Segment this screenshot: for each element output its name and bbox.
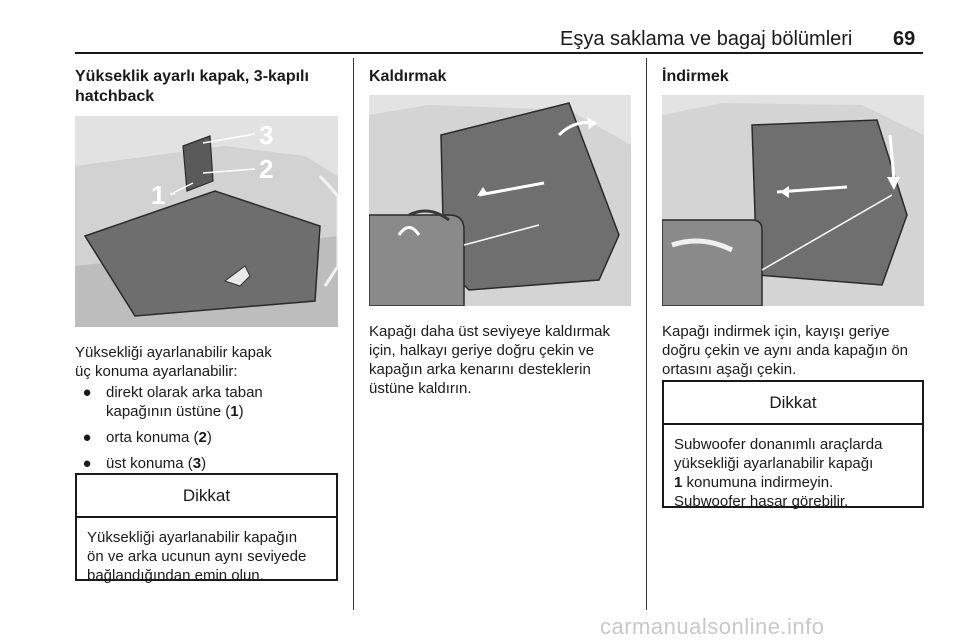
watermark-text: carmanualsonline.info [600, 614, 825, 639]
section-heading: Yükseklik ayarlı kapak, 3-kapılı hatchback [75, 68, 309, 105]
callout-number: 1 [151, 180, 166, 210]
bullet-list [80, 383, 340, 473]
caution-box [75, 473, 338, 584]
caution-title: Dikkat [664, 382, 922, 425]
list-item: ● orta konuma (2) [80, 428, 340, 447]
caution-box [662, 380, 924, 508]
header-rule [75, 52, 923, 54]
page-number: 69 [893, 28, 916, 50]
bullet-icon: ● [82, 384, 92, 401]
column-divider [646, 58, 647, 610]
raising-instructions: Kapağı daha üst seviyeye kaldırmak için, halkayı geriye doğru çekin ve kapağın arka kenarını desteklerin üstüne kaldırın. [369, 323, 610, 397]
section-heading: Kaldırmak [369, 68, 447, 85]
bullet-icon: ● [82, 429, 92, 446]
figure-raising-shelf [369, 95, 631, 306]
shelf-positions-illustration [75, 116, 338, 327]
lowering-shelf-illustration [662, 95, 924, 306]
intro-paragraph: Yüksekliği ayarlanabilir kapak üç konuma ayarlanabilir: [75, 344, 272, 380]
figure-shelf-positions [75, 116, 338, 327]
list-item: ● direkt olarak arka taban kapağının üstüne (1) [80, 383, 340, 421]
callout-number: 3 [259, 120, 274, 150]
bullet-icon: ● [82, 455, 92, 472]
figure-lowering-shelf [662, 95, 924, 306]
raising-shelf-illustration [369, 95, 631, 306]
column-divider [353, 58, 354, 610]
lowering-instructions: Kapağı indirmek için, kayışı geriye doğru çekin ve aynı anda kapağın ön ortasını aşağı çekin. [662, 323, 909, 378]
caution-text: Subwoofer donanımlı araçlarda yüksekliği ayarlanabilir kapağı 1 konumuna indirmeyin. Subwoofer hasar görebilir. [674, 436, 883, 510]
caution-title: Dikkat [77, 475, 336, 518]
caution-text: Yüksekliği ayarlanabilir kapağın ön ve arka ucunun aynı seviyede bağlandığından emin olun. [87, 529, 307, 584]
section-heading: İndirmek [662, 68, 729, 85]
callout-number: 2 [259, 154, 274, 184]
list-item: ● üst konuma (3) [80, 454, 340, 473]
page-header-title: Eşya saklama ve bagaj bölümleri [560, 28, 853, 50]
